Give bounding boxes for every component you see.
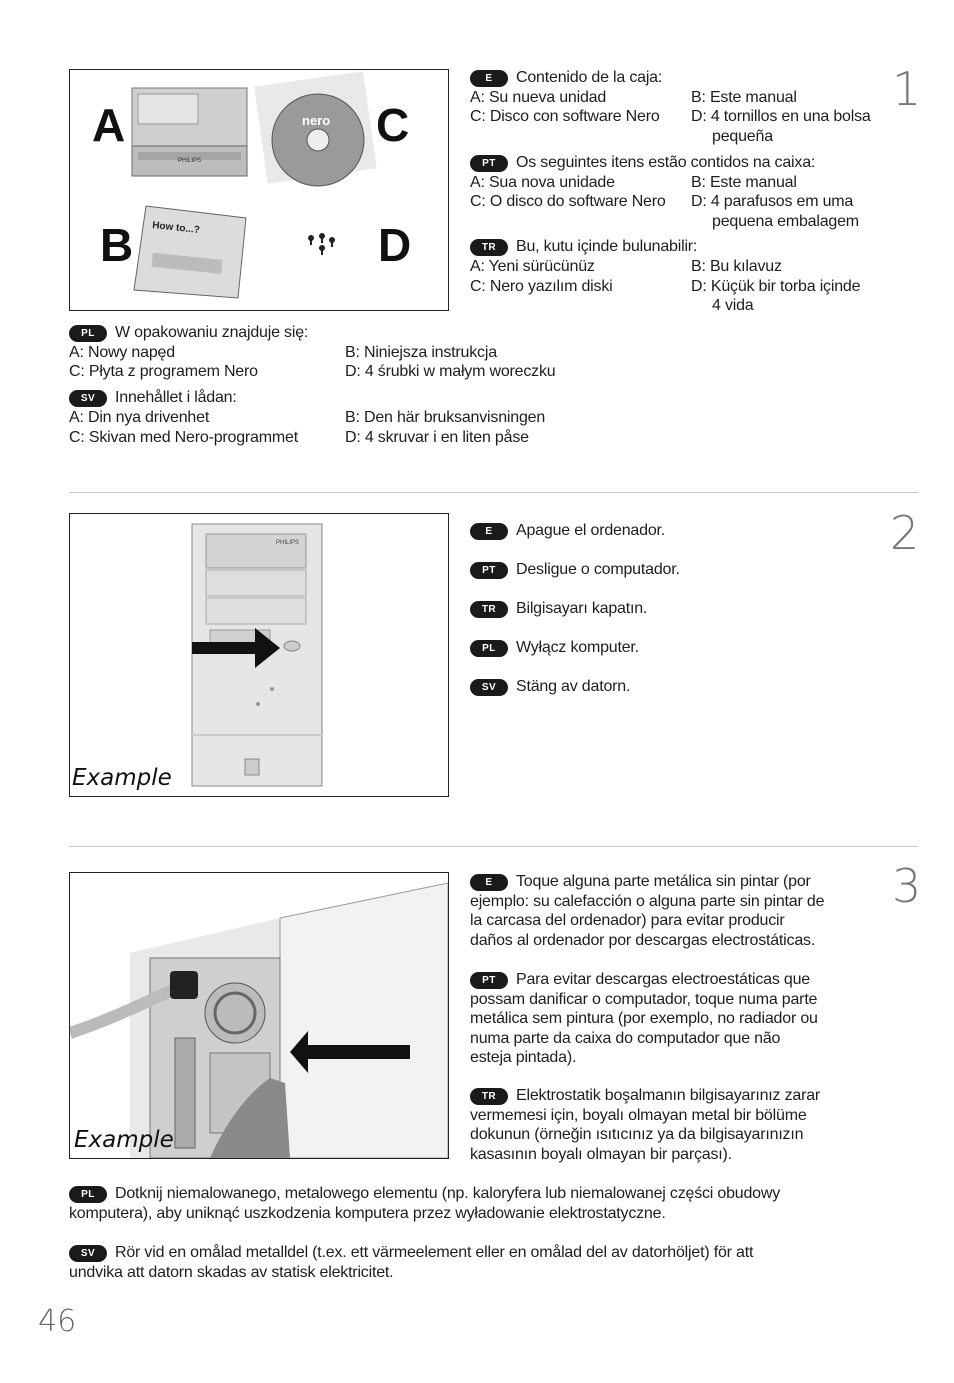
drive-brand-label: PHILIPS [276, 540, 300, 546]
computer-back-photo [69, 872, 449, 1159]
heading-text: Os seguintes itens estão contidos na caixa: [516, 154, 816, 171]
language-badge-sv: SV [470, 679, 508, 696]
item-d-sv: D: 4 skruvar i en liten påse [345, 429, 529, 446]
photo-letter-c: C [376, 99, 410, 151]
language-badge-pl: PL [69, 325, 107, 342]
item-b-sv: B: Den här bruksanvisningen [345, 409, 546, 426]
instruction-text: Wyłącz komputer. [516, 639, 639, 656]
page-number: 46 [38, 1304, 77, 1339]
item-d-pt-cont: pequena embalagem [712, 213, 859, 230]
heading-text: Innehållet i lådan: [115, 389, 237, 406]
contents-heading-es [470, 68, 662, 88]
computer-front-photo [69, 513, 449, 797]
section-divider [69, 846, 918, 847]
item-c-pl: C: Płyta z programem Nero [69, 363, 258, 380]
contents-heading-sv [69, 388, 237, 408]
paragraph-line: possam danificar o computador, toque numa parte [470, 990, 818, 1008]
contents-heading-tr [470, 237, 697, 257]
language-badge-tr: TR [470, 1088, 508, 1105]
item-c-es: C: Disco con software Nero [470, 108, 660, 125]
step-number-3: 3 [892, 859, 922, 913]
heading-text: W opakowaniu znajduje się: [115, 324, 309, 341]
paragraph-es [470, 872, 824, 950]
section-divider [69, 492, 918, 493]
paragraph-sv [69, 1243, 753, 1282]
contents-photo [69, 69, 449, 311]
item-d-pl: D: 4 śrubki w małym woreczku [345, 363, 556, 380]
pc-tower-illustration [70, 514, 448, 796]
item-b-pt: B: Este manual [691, 174, 797, 191]
booklet-title: How to...? [151, 220, 201, 236]
language-badge-sv: SV [69, 390, 107, 407]
paragraph-line: dokunun (örneğin ısıtıcınız ya da bilgisayarınızın [470, 1126, 804, 1143]
item-d-es: D: 4 tornillos en una bolsa [691, 108, 871, 125]
screws-illustration [308, 233, 335, 255]
language-badge-pt: PT [470, 155, 508, 172]
item-b-tr: B: Bu kılavuz [691, 258, 782, 275]
contents-heading-pt [470, 153, 815, 173]
step-number-1: 1 [892, 62, 922, 116]
pc-rear-illustration [70, 873, 448, 1158]
language-badge-pt: PT [470, 562, 508, 579]
heading-text: Bu, kutu içinde bulunabilir: [516, 238, 698, 255]
paragraph-line: metálica sem pintura (por exemplo, no radiador ou [470, 1010, 818, 1027]
language-badge-sv: SV [69, 1245, 107, 1262]
step-number-2: 2 [890, 506, 920, 560]
language-badge-tr: TR [470, 239, 508, 256]
instruction-pl [470, 638, 639, 658]
instruction-text: Stäng av datorn. [516, 678, 631, 695]
instruction-text: Desligue o computador. [516, 561, 680, 578]
paragraph-pl [69, 1184, 780, 1223]
instruction-tr [470, 599, 647, 619]
paragraph-line: kasasının boyalı olmayan bir parçası). [470, 1145, 732, 1163]
instruction-es [470, 521, 665, 541]
paragraph-line: Toque alguna parte metálica sin pintar (por [516, 873, 811, 890]
paragraph-line: Rör vid en omålad metalldel (t.ex. ett värmeelement eller en omålad del av datorhöljet) för att [115, 1244, 754, 1261]
language-badge-pt: PT [470, 972, 508, 989]
paragraph-line: esteja pintada). [470, 1049, 577, 1066]
instruction-sv [470, 677, 630, 697]
paragraph-line: komputera), aby uniknąć uszkodzenia komputera przez wyładowanie elektrostatyczne. [69, 1204, 666, 1222]
item-a-es: A: Su nueva unidad [470, 89, 607, 106]
contents-heading-pl [69, 323, 308, 343]
item-b-es: B: Este manual [691, 89, 797, 106]
heading-text: Contenido de la caja: [516, 69, 663, 86]
paragraph-line: daños al ordenador por descargas electrostáticas. [470, 931, 816, 949]
paragraph-line: Dotknij niemalowanego, metalowego elementu (np. kaloryfera lub niemalowanej części obudowy [115, 1185, 781, 1202]
item-b-pl: B: Niniejsza instrukcja [345, 344, 497, 361]
item-d-tr: D: Küçük bir torba içinde [691, 278, 861, 295]
item-d-pt: D: 4 parafusos em uma [691, 193, 854, 210]
language-badge-pl: PL [69, 1186, 107, 1203]
example-label: Example [74, 1127, 174, 1153]
language-badge-pl: PL [470, 640, 508, 657]
item-a-tr: A: Yeni sürücünüz [470, 258, 595, 275]
item-a-pt: A: Sua nova unidade [470, 174, 615, 191]
language-badge-es: E [470, 523, 508, 540]
photo-letter-d: D [378, 219, 412, 271]
instruction-text: Apague el ordenador. [516, 522, 666, 539]
item-a-sv: A: Din nya drivenhet [69, 409, 210, 426]
paragraph-line: vermemesi için, boyalı olmayan metal bir bölüme [470, 1106, 807, 1124]
paragraph-pt [470, 970, 818, 1068]
item-d-es-cont: pequeña [712, 128, 773, 145]
disc-label: nero [302, 113, 331, 128]
language-badge-es: E [470, 70, 508, 87]
paragraph-line: ejemplo: su calefacción o alguna parte sin pintar de [470, 892, 825, 910]
photo-letter-a: A [92, 99, 126, 151]
item-c-sv: C: Skivan med Nero-programmet [69, 429, 298, 446]
photo-letter-b: B [100, 219, 134, 271]
instruction-text: Bilgisayarı kapatın. [516, 600, 648, 617]
item-c-pt: C: O disco do software Nero [470, 193, 666, 210]
item-d-tr-cont: 4 vida [712, 297, 754, 314]
paragraph-line: la carcasa del ordenador) para evitar producir [470, 912, 785, 929]
language-badge-tr: TR [470, 601, 508, 618]
paragraph-line: Para evitar descargas electroestáticas que [516, 971, 810, 988]
item-c-tr: C: Nero yazılım diski [470, 278, 613, 295]
language-badge-es: E [470, 874, 508, 891]
item-a-pl: A: Nowy napęd [69, 344, 175, 361]
example-label: Example [72, 765, 172, 791]
paragraph-line: undvika att datorn skadas av statisk elektricitet. [69, 1263, 394, 1281]
drive-brand-label: PHILIPS [178, 158, 202, 164]
instruction-pt [470, 560, 680, 580]
paragraph-line: Elektrostatik boşalmanın bilgisayarınız zarar [516, 1087, 821, 1104]
paragraph-line: numa parte da caixa do computador que não [470, 1029, 781, 1047]
paragraph-tr [470, 1086, 820, 1164]
